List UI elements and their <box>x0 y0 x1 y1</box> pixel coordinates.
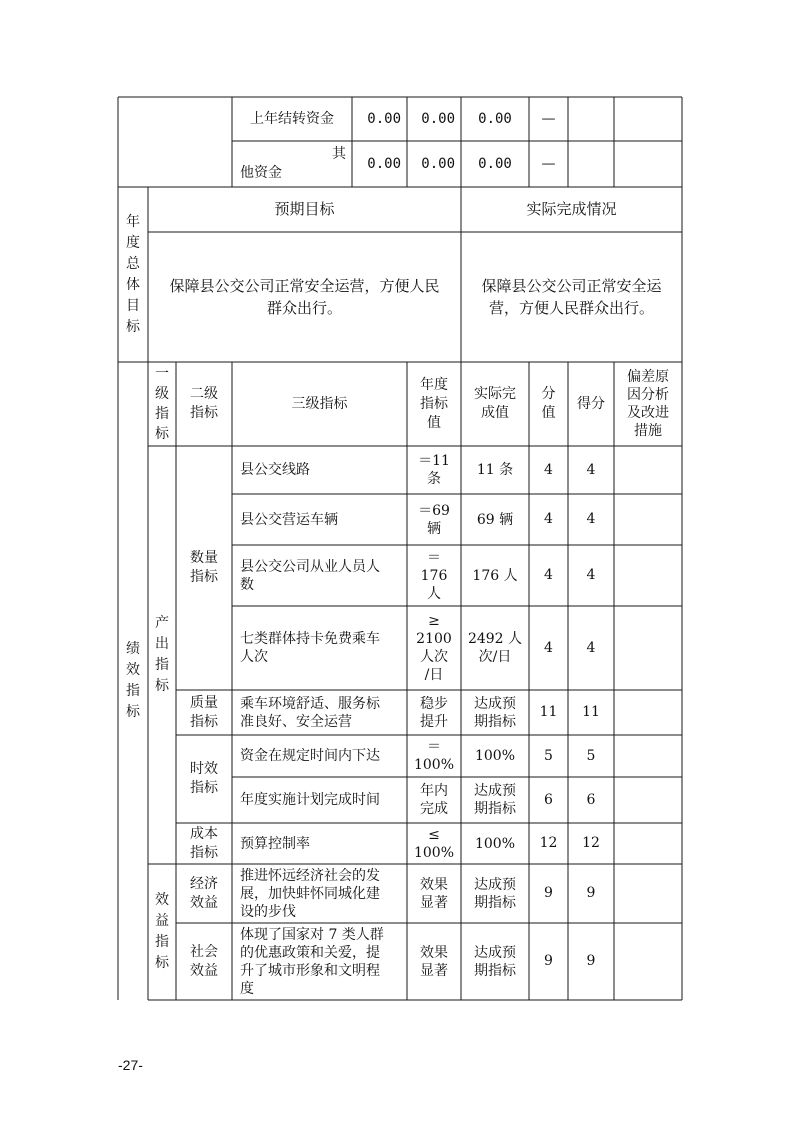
row-score-cell: 4 <box>586 511 596 527</box>
goal-side-label: 年 度 总 体 目 标 <box>126 213 140 335</box>
row-target-cell: 效果 显著 <box>420 944 448 979</box>
row-actual-cell: 69 辆 <box>476 511 514 528</box>
row-weight-cell: 4 <box>544 461 553 478</box>
fund-other-v2: 0.00 <box>421 155 455 172</box>
quality-indicator-label: 质量 指标 <box>190 694 218 730</box>
goal-expected-header: 预期目标 <box>274 200 335 218</box>
header-weight: 分 值 <box>541 386 556 421</box>
row-score-cell: 4 <box>586 461 596 478</box>
perf-side-label: 绩 效 指 标 <box>126 641 140 720</box>
row-weight-cell: 6 <box>544 791 553 808</box>
row-score-cell: 9 <box>586 953 596 969</box>
row-score-cell: 12 <box>582 835 600 851</box>
row-target-cell: ＝11 条 <box>418 453 450 487</box>
header-actual-value: 实际完 成值 <box>474 386 516 421</box>
fund-other-v4: — <box>541 155 556 172</box>
fund-other-label-top: 其 <box>332 146 346 162</box>
row-actual-cell: 100% <box>474 835 516 852</box>
fund-other-v1: 0.00 <box>367 155 401 172</box>
row-weight-cell: 11 <box>539 704 558 720</box>
row-name-cell: 县公交公司从业人员人 数 <box>240 558 380 593</box>
row-name-cell: 乘车环境舒适、服务标 准良好、安全运营 <box>240 695 380 730</box>
fund-other-label-bottom: 他资金 <box>240 165 282 181</box>
header-annual-target: 年度 指标 值 <box>420 376 448 431</box>
row-actual-cell: 100% <box>474 748 516 764</box>
header-score: 得分 <box>577 395 605 412</box>
row-score-cell: 4 <box>586 567 596 583</box>
row-note-cell <box>614 735 682 777</box>
fund-other-v3: 0.00 <box>478 155 512 172</box>
row-score-cell: 4 <box>586 639 596 656</box>
row-target-cell: ≥ 2100 人次 /日 <box>416 613 452 683</box>
row-score-cell: 9 <box>586 885 596 901</box>
row-note-cell <box>614 923 682 1000</box>
header-level2: 二级 指标 <box>190 386 218 421</box>
row-actual-cell: 达成预 期指标 <box>474 783 516 817</box>
economic-benefit-label: 经济 效益 <box>190 875 218 911</box>
output-indicator-label: 产 出 指 标 <box>155 615 169 694</box>
row-name-cell: 年度实施计划完成时间 <box>240 792 380 808</box>
row-actual-cell: 达成预 期指标 <box>474 876 516 911</box>
row-actual-cell: 11 条 <box>476 462 514 478</box>
row-target-cell: 稳步 提升 <box>420 695 448 730</box>
fund-prev-year-v2: 0.00 <box>421 110 455 127</box>
goal-expected-text: 保障县公交公司正常安全运营，方便人民 群众出行。 <box>169 277 440 317</box>
fund-prev-year-label: 上年结转资金 <box>250 110 334 127</box>
row-note-cell <box>614 606 682 690</box>
header-level1: 一 级 指 标 <box>155 366 169 442</box>
timeliness-indicator-label: 时效 指标 <box>190 761 218 796</box>
row-actual-cell: 2492 人 次/日 <box>467 631 523 665</box>
row-name-cell: 预算控制率 <box>240 835 310 852</box>
row-target-cell: ≤ 100% <box>413 826 455 861</box>
header-level3: 三级指标 <box>291 395 348 412</box>
row-weight-cell: 9 <box>544 885 553 901</box>
benefit-indicator-label: 效 益 指 标 <box>155 892 169 971</box>
goal-actual-text: 保障县公交公司正常安全运 营，方便人民群众出行。 <box>481 277 662 317</box>
row-actual-cell: 176 人 <box>472 567 518 584</box>
row-weight-cell: 9 <box>544 953 553 969</box>
row-score-cell: 5 <box>586 747 596 764</box>
page-number: -27- <box>118 1057 143 1073</box>
row-note-cell <box>614 446 682 494</box>
fund-prev-year-v4: — <box>541 110 556 127</box>
row-target-cell: ＝ 100% <box>413 739 455 773</box>
row-score-cell: 6 <box>586 791 596 808</box>
fund-prev-year-v3: 0.00 <box>478 110 512 127</box>
row-weight-cell: 4 <box>544 639 553 656</box>
fund-prev-year-v1: 0.00 <box>367 110 401 127</box>
row-name-cell: 县公交线路 <box>240 462 310 478</box>
row-note-cell <box>614 494 682 545</box>
row-note-cell <box>614 864 682 923</box>
row-name-cell: 七类群体持卡免费乘车 人次 <box>240 631 380 665</box>
goal-actual-header: 实际完成情况 <box>526 200 617 218</box>
row-weight-cell: 12 <box>539 835 558 851</box>
row-target-cell: 年内 完成 <box>420 783 448 817</box>
row-name-cell: 推进怀远经济社会的发 展，加快蚌怀同城化建 设的步伐 <box>240 867 380 920</box>
row-name-cell: 县公交营运车辆 <box>240 511 338 528</box>
row-target-cell: ＝ 176 人 <box>420 549 448 602</box>
row-weight-cell: 5 <box>544 747 553 764</box>
cost-indicator-label: 成本 指标 <box>190 825 218 861</box>
social-benefit-label: 社会 效益 <box>190 943 218 979</box>
row-note-cell <box>614 777 682 823</box>
row-target-cell: ＝69 辆 <box>418 502 450 537</box>
row-score-cell: 11 <box>582 704 600 720</box>
row-name-cell: 资金在规定时间内下达 <box>240 748 380 764</box>
row-weight-cell: 4 <box>544 511 553 527</box>
row-weight-cell: 4 <box>544 567 553 583</box>
row-note-cell <box>614 545 682 606</box>
row-note-cell <box>614 690 682 735</box>
header-deviation: 偏差原 因分析 及改进 措施 <box>627 369 669 439</box>
row-name-cell: 体现了国家对 7 类人群 的优惠政策和关爱，提 升了城市形象和文明程 度 <box>240 926 384 997</box>
row-actual-cell: 达成预 期指标 <box>474 695 516 730</box>
row-note-cell <box>614 823 682 864</box>
row-target-cell: 效果 显著 <box>420 876 448 911</box>
quantity-indicator-label: 数量 指标 <box>190 550 218 585</box>
row-actual-cell: 达成预 期指标 <box>474 944 516 979</box>
